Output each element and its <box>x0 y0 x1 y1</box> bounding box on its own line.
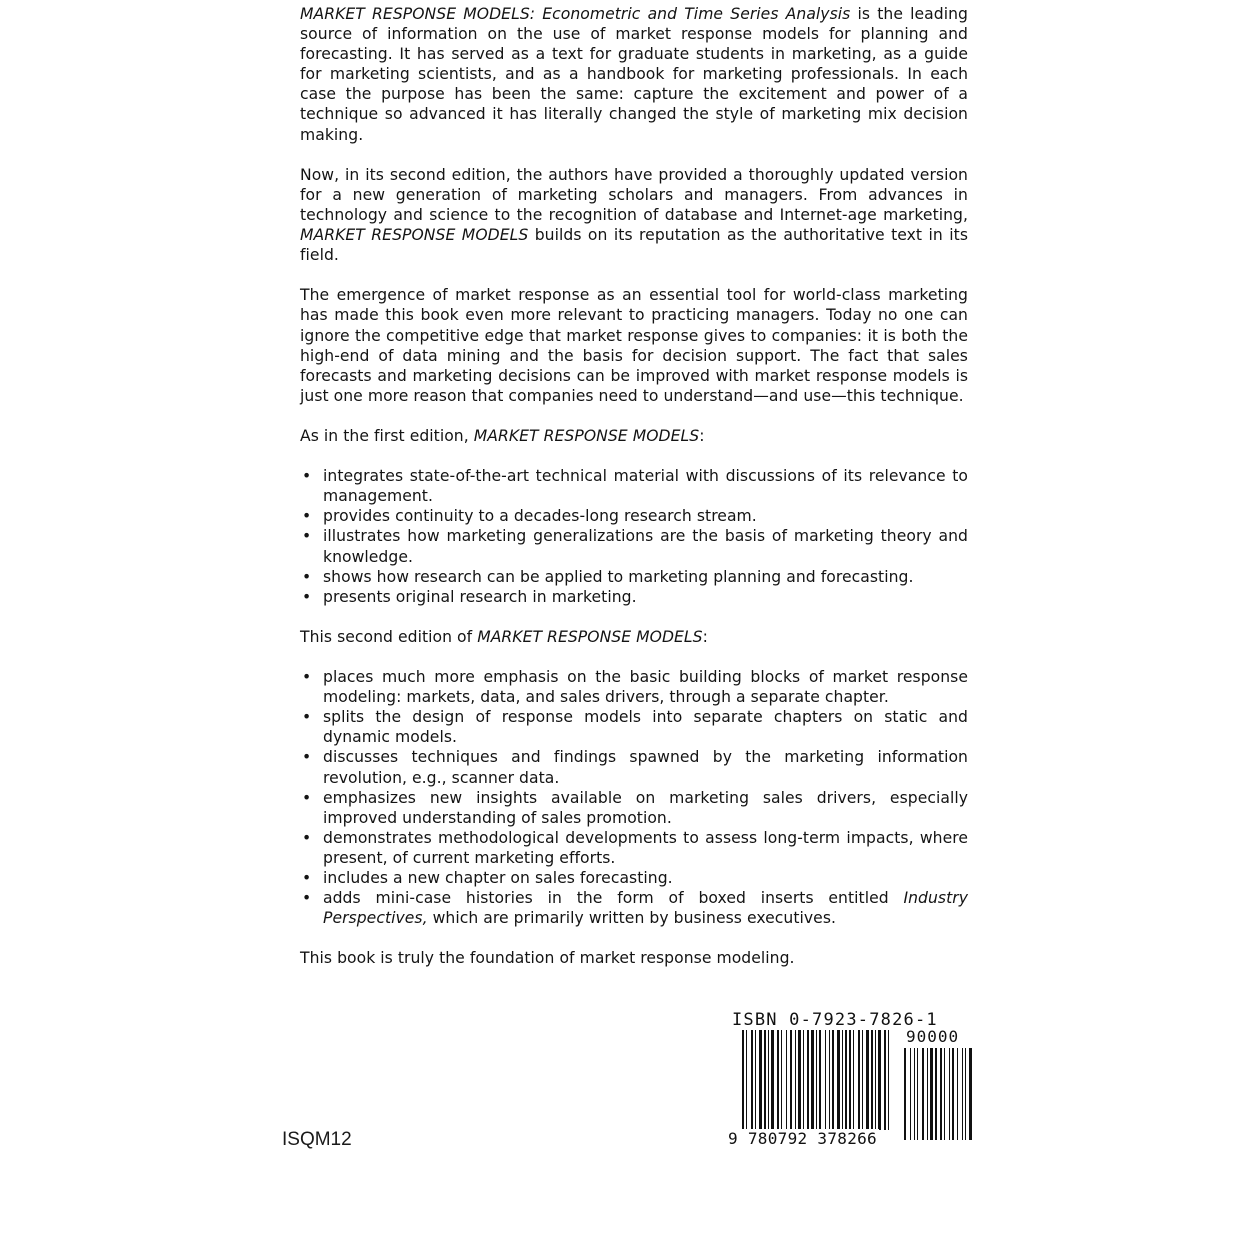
back-cover-text <box>300 4 968 989</box>
barcode-bar <box>807 1030 809 1130</box>
barcode-bar <box>875 1030 876 1130</box>
addon-bar <box>917 1048 918 1140</box>
second-edition-paragraph <box>300 165 968 265</box>
barcode-bar <box>842 1030 843 1130</box>
bullet-icon: • <box>302 889 312 908</box>
barcode-bar <box>845 1030 847 1130</box>
barcode-bar <box>777 1030 779 1130</box>
list-item-text: includes a new chapter on sales forecasting. <box>323 869 673 888</box>
isbn-barcode <box>728 1010 974 1150</box>
list-item <box>300 526 968 566</box>
second-edition-list <box>300 667 968 928</box>
barcode-bar <box>819 1030 821 1130</box>
bullet-icon: • <box>302 527 312 546</box>
barcode-bar <box>746 1030 747 1130</box>
list-item <box>300 888 968 928</box>
bullet-icon: • <box>302 567 312 586</box>
addon-bar <box>940 1048 942 1140</box>
list-item-text: demonstrates methodological developments to assess long-term impacts, where present, of current marketing efforts. <box>323 828 968 867</box>
list-item <box>300 667 968 707</box>
barcode-bar <box>790 1030 792 1130</box>
intro-text: is the leading source of information on the use of market response models for planning and forecasting. It has served as a text for graduate students in marketing, as a guide for marketing scientists, and as a handbook for marketing professionals. In each case the purpose has been the same: capture the excitement and power of a technique so advanced it has literally changed the style of marketing mix decision making. <box>300 5 968 144</box>
barcode-bar <box>764 1030 766 1130</box>
list-item <box>300 466 968 506</box>
addon-bar <box>965 1048 966 1140</box>
barcode-bar <box>781 1030 782 1130</box>
list-item <box>300 707 968 747</box>
catalog-code: ISQM12 <box>282 1129 352 1150</box>
second-edition-text-end: builds on its reputation as the authoritative text in its field. <box>300 226 968 265</box>
bullet-icon: • <box>302 507 312 526</box>
list-item <box>300 747 968 787</box>
list-item-text: splits the design of response models into separate chapters on static and dynamic models. <box>323 708 968 747</box>
addon-bar <box>969 1048 972 1140</box>
barcode-bar <box>768 1030 769 1130</box>
barcode-bar <box>798 1030 801 1130</box>
bullet-icon: • <box>302 467 312 486</box>
list-item-text-end: which are primarily written by business executives. <box>427 909 837 928</box>
addon-bar <box>914 1048 915 1140</box>
closing-paragraph: This book is truly the foundation of market response modeling. <box>300 949 795 968</box>
barcode-bar <box>816 1030 817 1130</box>
barcode-bar <box>888 1030 889 1130</box>
addon-bar <box>904 1048 906 1140</box>
addon-bar <box>922 1048 924 1140</box>
list-item-text: provides continuity to a decades-long research stream. <box>323 507 757 526</box>
addon-bar <box>944 1048 945 1140</box>
bullet-icon: • <box>302 587 312 606</box>
lead-text: This second edition of <box>300 627 478 646</box>
barcode-bar <box>786 1030 787 1130</box>
list-item <box>300 828 968 868</box>
barcode-bar <box>871 1030 873 1130</box>
lead-colon: : <box>702 627 708 646</box>
list-item-text: shows how research can be applied to marketing planning and forecasting. <box>323 567 914 586</box>
barcode-bar <box>825 1030 826 1130</box>
list-item-text: emphasizes new insights available on marketing sales drivers, especially improved understanding of sales promotion. <box>323 788 968 827</box>
bullet-icon: • <box>302 668 312 687</box>
book-title-italic: MARKET RESPONSE MODELS <box>300 226 529 245</box>
bullet-icon: • <box>302 788 312 807</box>
book-title-italic: MARKET RESPONSE MODELS: Econometric and Time Series Analysis <box>300 5 851 23</box>
addon-bar <box>935 1048 937 1140</box>
list-item <box>300 587 968 607</box>
list-item-text: adds mini-case histories in the form of boxed inserts entitled <box>323 889 904 908</box>
barcode-bar <box>829 1030 830 1130</box>
barcode-bar <box>862 1030 863 1130</box>
addon-bar <box>927 1048 928 1140</box>
bullet-icon: • <box>302 869 312 888</box>
bullet-icon: • <box>302 708 312 727</box>
barcode-bar <box>853 1030 854 1130</box>
second-edition-text: Now, in its second edition, the authors have provided a thoroughly updated version for a new generation of marketing scholars and managers. From advances in technology and science to the recognition of database and Internet-age marketing, <box>300 165 968 224</box>
addon-bar <box>957 1048 958 1140</box>
bullet-icon: • <box>302 828 312 847</box>
barcode-bar <box>866 1030 869 1130</box>
barcode-bar <box>803 1030 804 1130</box>
list-item-text: places much more emphasis on the basic building blocks of market response modeling: markets, data, and sales drivers, through a separate chapter. <box>323 668 968 707</box>
barcode-bar <box>755 1030 756 1130</box>
list-item-text: integrates state-of-the-art technical material with discussions of its relevance to management. <box>323 467 968 506</box>
addon-bar <box>949 1048 950 1140</box>
barcode-bar <box>878 1030 881 1130</box>
first-edition-lead <box>300 426 968 446</box>
list-item <box>300 788 968 828</box>
emergence-paragraph: The emergence of market response as an essential tool for world-class marketing has made this book even more relevant to practicing managers. Today no one can ignore the competitive edge that market response gives to companies: it is both the high-end of data mining and the basis for decision support. The fact that sales forecasts and marketing decisions can be improved with market response models is just one more reason that companies need to understand—and use—this technique. <box>300 286 968 405</box>
barcode-bar <box>884 1030 886 1130</box>
list-item-text: illustrates how marketing generalizations are the basis of marketing theory and knowledge. <box>323 527 968 566</box>
price-addon: 90000 <box>906 1027 960 1046</box>
barcode-bar <box>832 1030 834 1130</box>
second-edition-lead <box>300 627 968 647</box>
addon-bar <box>962 1048 963 1140</box>
barcode-bar <box>811 1030 814 1130</box>
isbn-label: ISBN 0-7923-7826-1 <box>732 1010 938 1030</box>
barcode-bar <box>795 1030 796 1130</box>
barcode-bar <box>751 1030 753 1130</box>
barcode-digits: 9 780792 378266 <box>728 1129 877 1148</box>
barcode-bar <box>771 1030 774 1130</box>
barcode-bar <box>849 1030 851 1130</box>
barcode-bar <box>858 1030 860 1130</box>
list-item <box>300 567 968 587</box>
lead-text: As in the first edition, <box>300 426 474 445</box>
barcode-bar <box>837 1030 840 1130</box>
barcode-bar <box>759 1030 762 1130</box>
addon-bar <box>910 1048 911 1140</box>
list-item-text: discusses techniques and findings spawned by the marketing information revolution, e.g., scanner data. <box>323 748 968 787</box>
addon-bar <box>930 1048 933 1140</box>
list-item <box>300 506 968 526</box>
bullet-icon: • <box>302 748 312 767</box>
barcode-bar <box>742 1030 744 1130</box>
intro-paragraph <box>300 4 968 145</box>
lead-colon: : <box>699 426 705 445</box>
addon-bar <box>952 1048 954 1140</box>
industry-perspectives-italic: Industry Perspectives, <box>323 889 968 928</box>
list-item <box>300 868 968 888</box>
book-title-italic: MARKET RESPONSE MODELS <box>473 426 700 445</box>
first-edition-list <box>300 466 968 607</box>
book-title-italic: MARKET RESPONSE MODELS <box>477 627 703 646</box>
list-item-text: presents original research in marketing. <box>323 587 637 606</box>
